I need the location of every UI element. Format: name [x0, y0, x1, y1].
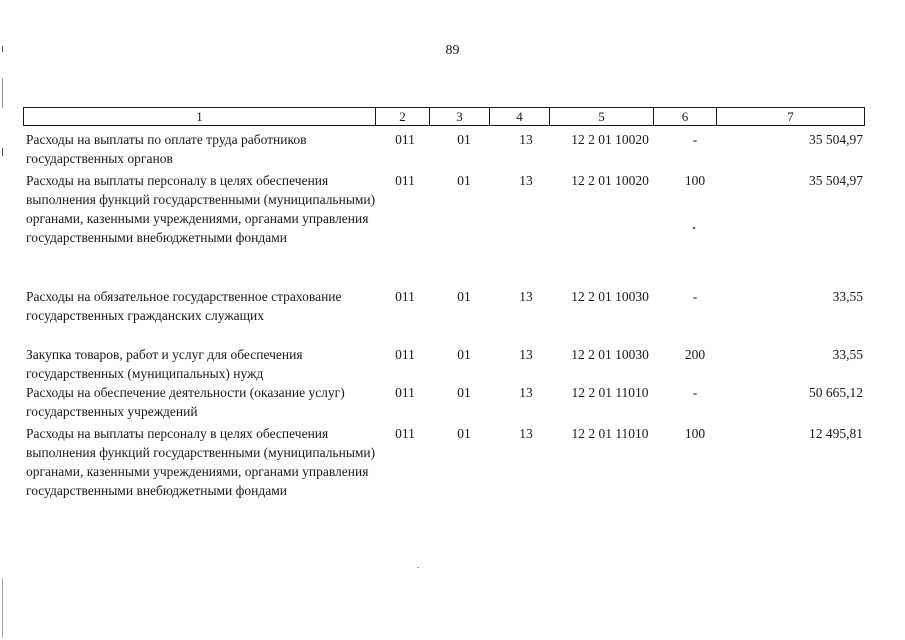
row-amount: 12 495,81 — [809, 426, 863, 441]
row-col-6: - — [692, 289, 698, 304]
scan-speck — [693, 227, 695, 229]
row-col-3: 01 — [457, 173, 471, 188]
row-col-5: 12 2 01 10030 — [571, 289, 649, 304]
page-number: 89 — [445, 43, 460, 58]
row-col-5: 12 2 01 10020 — [571, 132, 649, 147]
column-header-3: 3 — [430, 108, 490, 126]
row-col-4: 13 — [519, 426, 533, 441]
row-amount: 35 504,97 — [809, 132, 863, 147]
row-amount: 33,55 — [832, 289, 863, 304]
row-col-6: 200 — [684, 347, 706, 362]
row-description: Расходы на выплаты по оплате труда работников государственных органов — [26, 132, 307, 166]
row-col-2: 011 — [395, 173, 415, 188]
row-description: Закупка товаров, работ и услуг для обеспечения государственных (муниципальных) нужд — [26, 347, 303, 381]
row-col-2: 011 — [395, 132, 415, 147]
row-col-3: 01 — [457, 385, 471, 400]
column-header-2: 2 — [376, 108, 430, 126]
row-col-3: 01 — [457, 426, 471, 441]
row-col-6: - — [692, 385, 698, 400]
row-amount: 35 504,97 — [809, 173, 863, 188]
row-col-6: 100 — [684, 173, 706, 188]
row-description: Расходы на обязательное государственное страхование государственных гражданских служащих — [26, 289, 342, 323]
row-col-5: 12 2 01 11010 — [571, 385, 649, 400]
row-col-5: 12 2 01 10030 — [571, 347, 649, 362]
row-col-2: 011 — [395, 289, 415, 304]
scan-artifact — [2, 148, 3, 156]
row-col-4: 13 — [519, 289, 533, 304]
column-header-7: 7 — [717, 108, 865, 126]
row-col-4: 13 — [519, 173, 533, 188]
scan-artifact — [2, 578, 3, 638]
scan-artifact — [2, 46, 3, 52]
row-amount: 33,55 — [832, 347, 863, 362]
row-col-2: 011 — [395, 385, 415, 400]
row-col-2: 011 — [395, 426, 415, 441]
column-header-1: 1 — [24, 108, 376, 126]
row-col-3: 01 — [457, 347, 471, 362]
row-col-4: 13 — [519, 132, 533, 147]
scan-speck — [417, 567, 419, 568]
row-description: Расходы на выплаты персоналу в целях обеспечения выполнения функций государственными (муниципальными) органами, казенными учреждениями, органами управления государственными внебюджетными фондами — [26, 426, 376, 498]
column-header-table — [23, 107, 865, 126]
row-col-4: 13 — [519, 385, 533, 400]
row-col-3: 01 — [457, 132, 471, 147]
row-col-2: 011 — [395, 347, 415, 362]
column-header-6: 6 — [654, 108, 717, 126]
row-amount: 50 665,12 — [809, 385, 863, 400]
scan-artifact — [2, 78, 3, 108]
row-description: Расходы на обеспечение деятельности (оказание услуг) государственных учреждений — [26, 385, 345, 419]
row-description: Расходы на выплаты персоналу в целях обеспечения выполнения функций государственными (муниципальными) органами, казенными учреждениями, органами управления государственными внебюджетными фондами — [26, 173, 376, 245]
row-col-4: 13 — [519, 347, 533, 362]
row-col-5: 12 2 01 10020 — [571, 173, 649, 188]
column-header-5: 5 — [550, 108, 654, 126]
column-header-4: 4 — [490, 108, 550, 126]
row-col-3: 01 — [457, 289, 471, 304]
row-col-5: 12 2 01 11010 — [571, 426, 649, 441]
row-col-6: 100 — [684, 426, 706, 441]
row-col-6: - — [692, 132, 698, 147]
